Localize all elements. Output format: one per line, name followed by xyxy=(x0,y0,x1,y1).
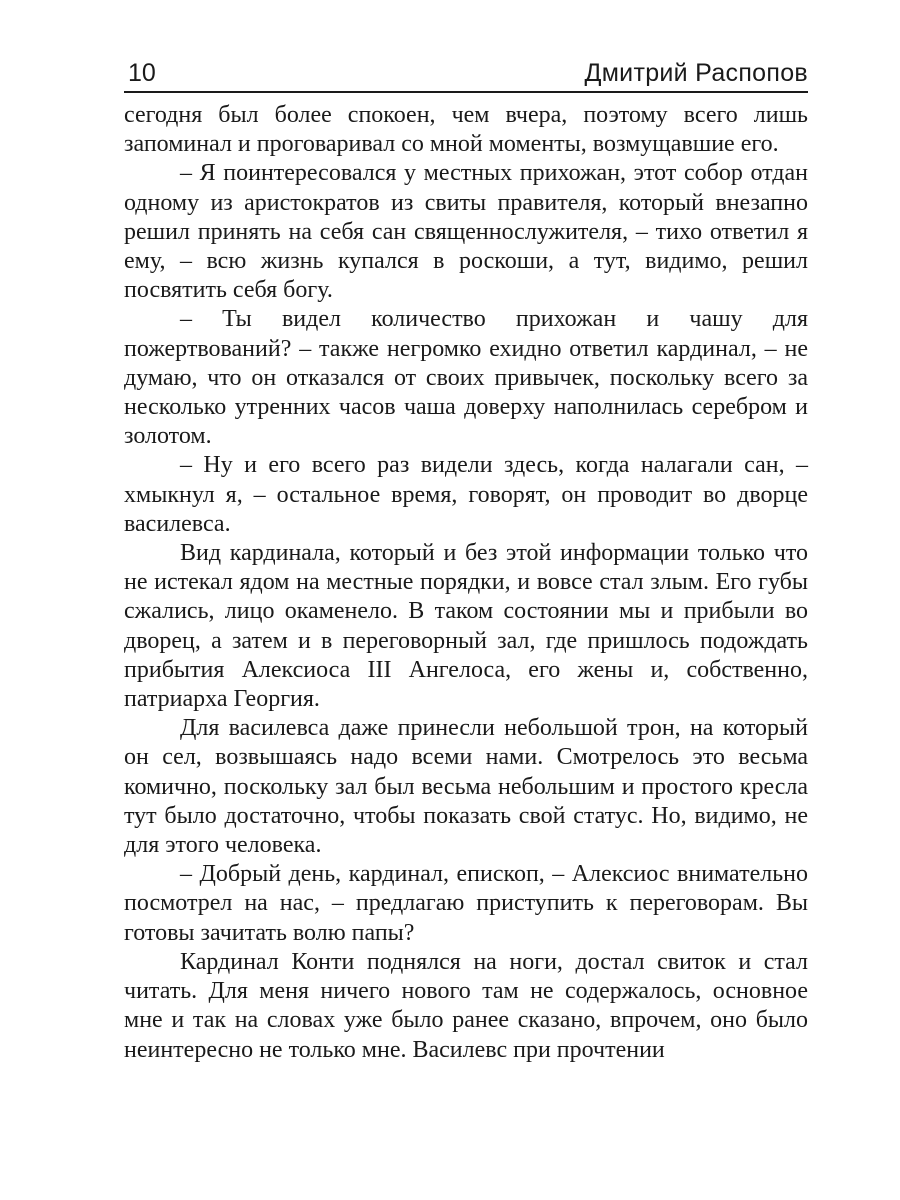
author-name: Дмитрий Распопов xyxy=(584,59,808,87)
page-number: 10 xyxy=(128,59,156,87)
paragraph: Кардинал Конти поднялся на ноги, достал свиток и стал читать. Для меня ничего нового там не содержалось, основное мне и так на словах уже было ранее сказано, впрочем, оно было неинтересно не только мне. Василевс при прочтении xyxy=(124,948,808,1063)
paragraph: – Добрый день, кардинал, епископ, – Алексиос внимательно посмотрел на нас, – предлагаю приступить к переговорам. Вы готовы зачитать волю папы? xyxy=(124,861,808,946)
paragraph: Вид кардинала, который и без этой информации только что не истекал ядом на местные порядки, и вовсе стал злым. Его губы сжались, лицо окаменело. В таком состоянии мы и прибыли во дворец, а затем и в переговорный зал, где пришлось подождать прибытия Алексиоса III Ангелоса, его жены и, собственно, патриарха Георгия. xyxy=(124,540,808,713)
body-text xyxy=(124,101,808,1065)
paragraph: – Я поинтересовался у местных прихожан, этот собор отдан одному из аристократов из свиты правителя, который внезапно решил принять на себя сан священнослужителя, – тихо ответил я ему, – всю жизнь купался в роскоши, а тут, видимо, решил посвятить себя богу. xyxy=(124,160,808,304)
paragraph: Для василевса даже принесли небольшой трон, на который он сел, возвышаясь надо всеми нами. Смотрелось это весьма комично, поскольку зал был весьма небольшим и простого кресла тут было достаточно, чтобы показать свой статус. Но, видимо, не для этого человека. xyxy=(124,715,808,859)
header-rule xyxy=(124,91,808,93)
paragraph: сегодня был более спокоен, чем вчера, поэтому всего лишь запоминал и проговаривал со мной моменты, возмущавшие его. xyxy=(124,102,808,158)
running-header xyxy=(124,56,808,90)
paragraph: – Ты видел количество прихожан и чашу для пожертвований? – также негромко ехидно ответил кардинал, – не думаю, что он отказался от своих привычек, поскольку всего за несколько утренних часов чаша доверху наполнилась серебром и золотом. xyxy=(124,306,808,450)
paragraph: – Ну и его всего раз видели здесь, когда налагали сан, – хмыкнул я, – остальное время, говорят, он проводит во дворце василевса. xyxy=(124,452,808,537)
